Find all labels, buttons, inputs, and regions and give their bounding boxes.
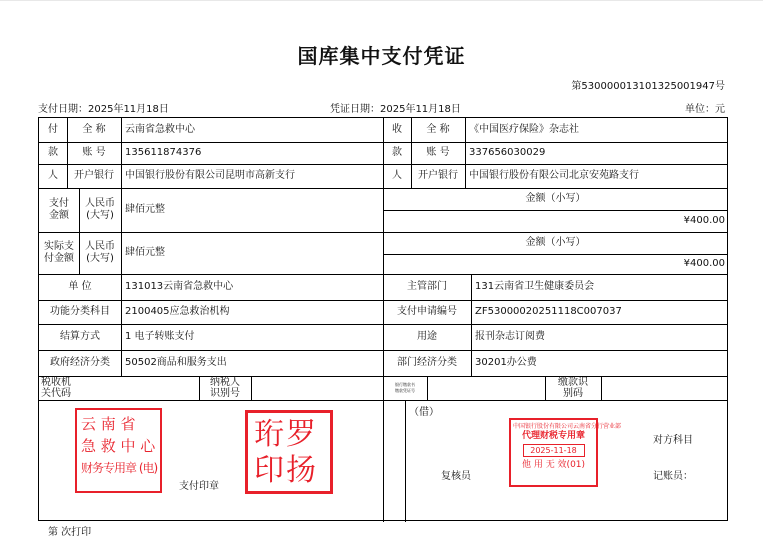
seal-label: 支付印章 [179, 481, 219, 492]
actual-amount-small: ¥400.00 [683, 258, 725, 269]
payer-name-label: 全 称 [82, 124, 106, 135]
payer-side-char: 付 [48, 124, 58, 135]
dept-econ-value: 30201办公费 [475, 357, 537, 368]
actual-amount-cn: 肆佰元整 [125, 247, 165, 258]
pay-amount-cn: 肆佰元整 [125, 204, 165, 215]
apply-value: ZF53000020251118C007037 [475, 306, 622, 317]
debit-label: （借） [409, 407, 439, 418]
payee-side-char: 款 [392, 147, 402, 158]
bank-seal [509, 418, 622, 487]
gov-econ-value: 50502商品和服务支出 [125, 357, 227, 368]
seal-text: 财务专用章 (电) [81, 461, 158, 475]
payee-name: 《中国医疗保险》杂志社 [469, 124, 579, 135]
apply-label: 支付申请编号 [397, 306, 457, 317]
payee-name-label: 全 称 [426, 124, 450, 135]
settle-value: 1 电子转账支付 [125, 331, 195, 342]
payer-name: 云南省急救中心 [125, 124, 195, 135]
payer-account: 135611874376 [125, 147, 202, 158]
seal-text: 云 南 省 [81, 415, 136, 433]
print-count: 第 次打印 [48, 527, 92, 538]
unit-finance-seal [75, 408, 162, 493]
small-amount-label: 金额（小写） [525, 237, 586, 248]
payee-account-label: 账 号 [426, 147, 450, 158]
settle-label: 结算方式 [60, 331, 100, 342]
page-title: 国库集中支付凭证 [297, 44, 466, 68]
payee-bank: 中国银行股份有限公司北京安苑路支行 [469, 170, 639, 181]
personal-seal [245, 410, 333, 494]
document-number: 第5300000131013250019​47号 [571, 81, 725, 92]
payer-side-char: 人 [48, 170, 58, 181]
rmb-label: 人民币 (大写) [85, 241, 115, 264]
unit-label: 单 位 [68, 281, 92, 292]
actual-amount-label: 实际支 付金额 [44, 241, 74, 264]
dept-value: 131云南省卫生健康委员会 [475, 281, 595, 292]
payee-side-char: 人 [392, 170, 402, 181]
tax-office-label: 税收机 关代码 [41, 377, 71, 399]
counter-account-label: 对方科目 [653, 435, 693, 446]
seal-text: 印扬 [254, 453, 318, 488]
func-value: 2100405应急救治机构 [125, 306, 230, 317]
seal-text: 代理财税专用章 [521, 431, 585, 441]
taxpayer-label: 纳税人 识别号 [210, 377, 240, 399]
seal-text: 中国银行股份有限公司云南省分行营业部 [513, 423, 622, 430]
payee-side-char: 收 [392, 124, 402, 135]
seal-text: 珩罗 [254, 417, 318, 452]
pay-date: 支付日期：2025年11月18日 [38, 104, 169, 115]
payer-bank-label: 开户银行 [74, 170, 114, 181]
bookkeeper-label: 记账员： [653, 471, 693, 482]
voucher-date: 凭证日期：2025年11月18日 [330, 104, 461, 115]
reviewer-label: 复核员 [441, 471, 471, 482]
levy-code-label: 缴款识 别码 [558, 377, 588, 399]
pay-amount-small: ¥400.00 [683, 215, 725, 226]
unit-note: 单位：元 [685, 104, 725, 115]
seal-date: 2025-11-18 [523, 444, 585, 457]
seal-text: 急 救 中 心 [81, 437, 156, 455]
dept-label: 主管部门 [407, 281, 447, 292]
seal-text: 他 用 无 效(01) [521, 460, 586, 470]
payee-account: 337656030029 [469, 147, 546, 158]
small-amount-label: 金额（小写） [525, 193, 586, 204]
use-value: 报刊杂志订阅费 [475, 331, 545, 342]
payer-account-label: 账 号 [82, 147, 106, 158]
gov-econ-label: 政府经济分类 [50, 357, 110, 368]
payer-side-char: 款 [48, 147, 58, 158]
use-label: 用途 [417, 331, 437, 342]
payee-bank-label: 开户银行 [418, 170, 458, 181]
func-label: 功能分类科目 [50, 306, 110, 317]
dept-econ-label: 部门经济分类 [397, 357, 457, 368]
payer-bank: 中国银行股份有限公司昆明市高新支行 [125, 170, 295, 181]
unit-value: 131013云南省急救中心 [125, 281, 234, 292]
rmb-label: 人民币 (大写) [85, 198, 115, 221]
bank-voucher-label: 银行缴款书 缴款凭证号 [395, 382, 415, 393]
pay-amount-label: 支付 金额 [49, 198, 69, 221]
top-border [0, 0, 763, 1]
